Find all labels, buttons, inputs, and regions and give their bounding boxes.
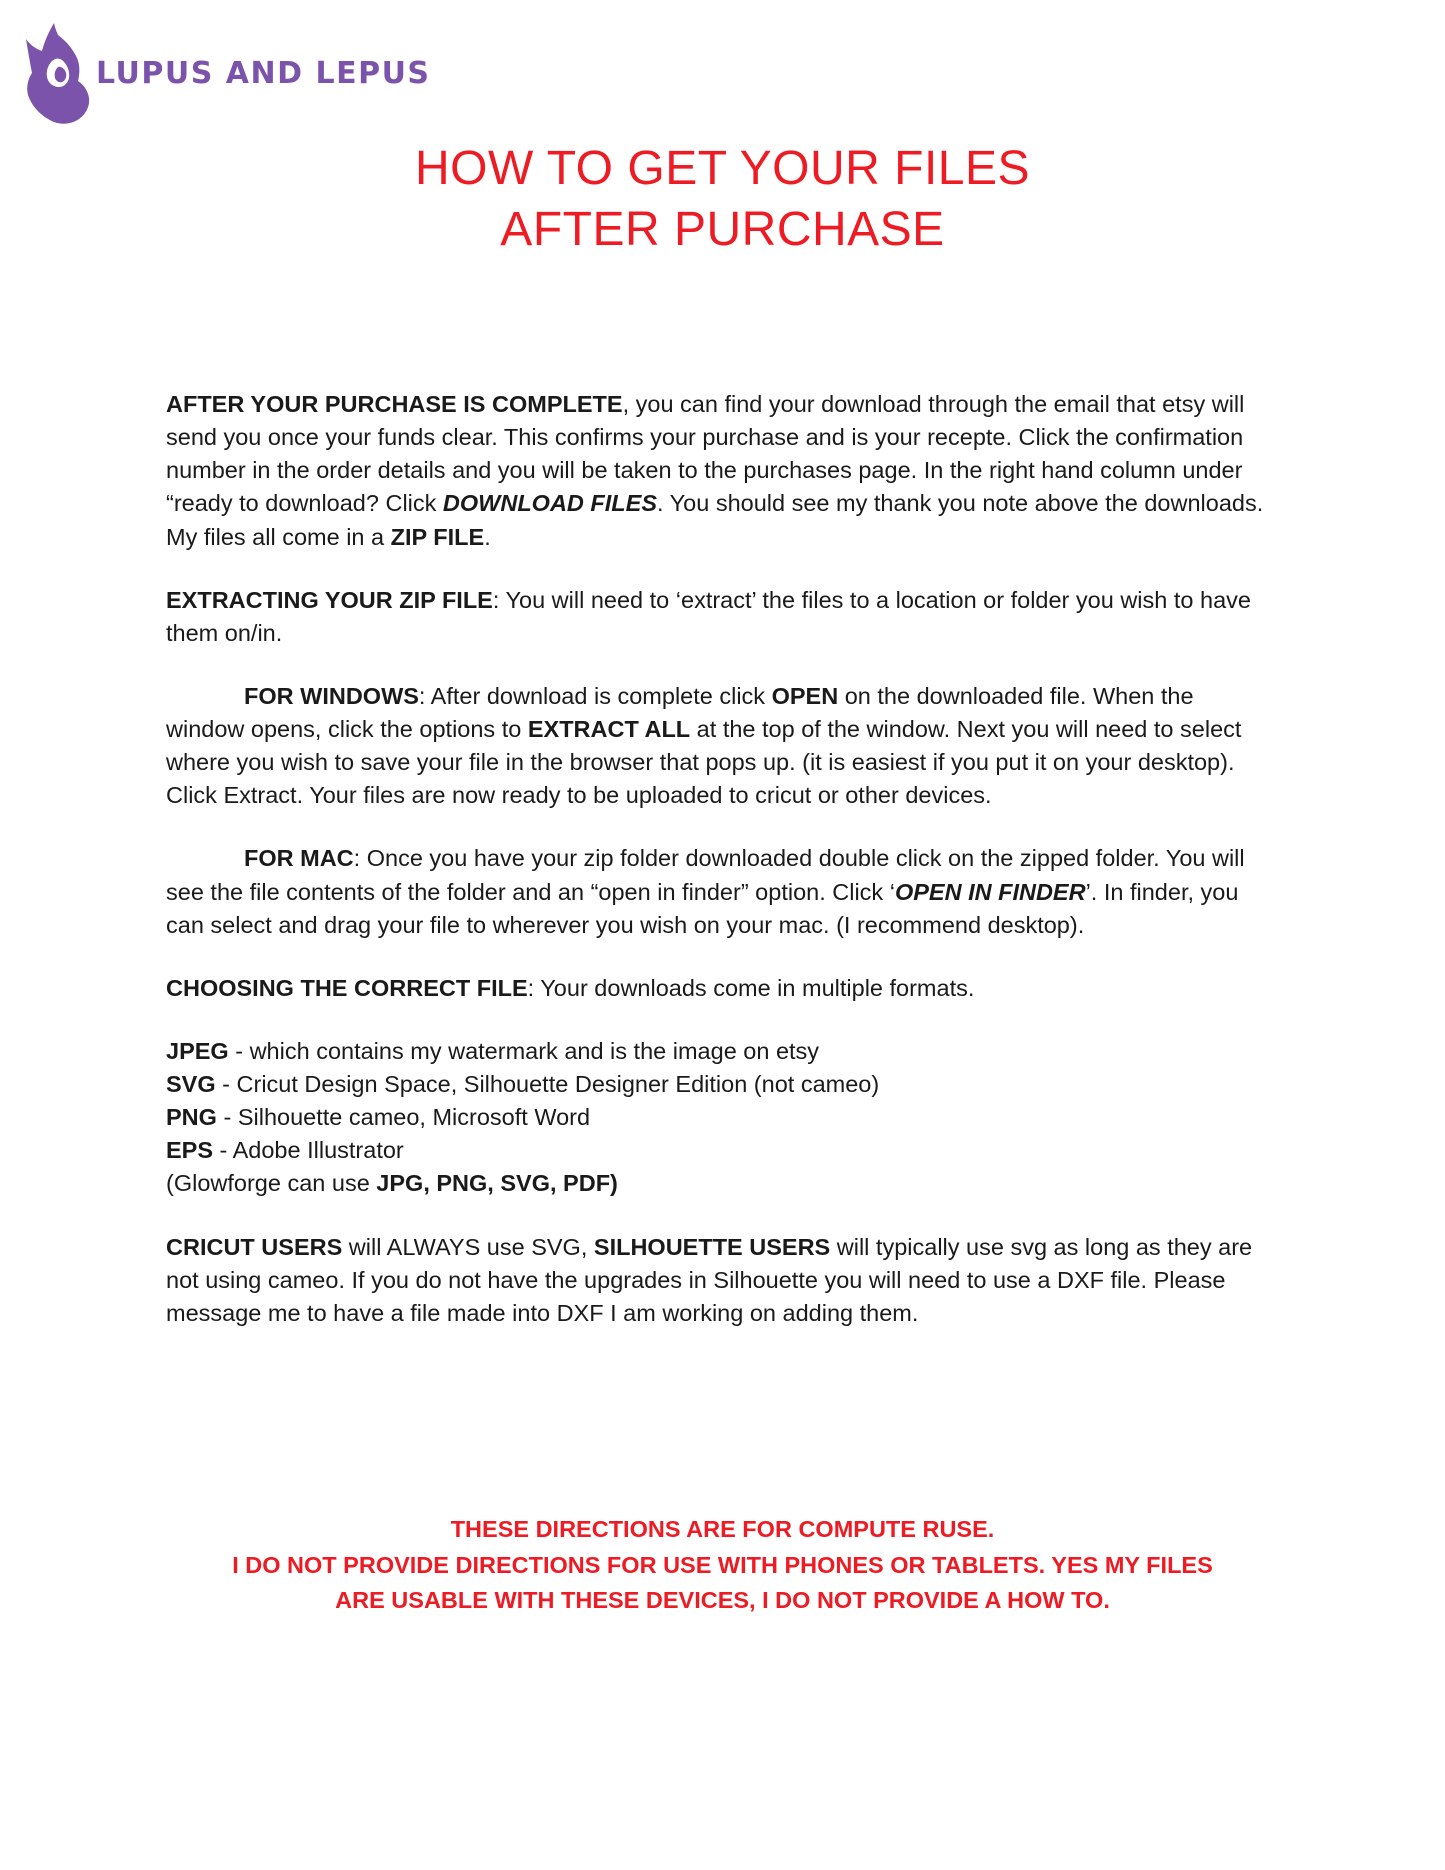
footer-line-3: ARE USABLE WITH THESE DEVICES, I DO NOT PROVIDE A HOW TO.	[335, 1587, 1110, 1614]
p5-text-1: : Your downloads come in multiple formats.	[527, 974, 975, 1001]
p6-text-2: will typically use svg as long as they are not using cameo. If you do not have the upgrades in Silhouette you will need to use a DXF file. Please message me to have a file made into DXF I am working on adding them.	[166, 1233, 1253, 1326]
document-body	[166, 388, 1271, 1360]
file-format-list	[166, 1035, 1271, 1201]
p3-emph-open: OPEN	[771, 682, 839, 709]
paragraph-purchase-complete	[166, 388, 1271, 554]
lead-choosing-file: CHOOSING THE CORRECT FILE	[166, 974, 528, 1001]
list-item	[166, 1068, 1271, 1101]
lead-for-windows: FOR WINDOWS	[244, 682, 419, 709]
format-desc: - which contains my watermark and is the image on etsy	[228, 1037, 820, 1064]
p4-text-1: : Once you have your zip folder downloaded double click on the zipped folder. You will see the file contents of the folder and an “open in finder” option. Click ‘	[166, 845, 1245, 905]
p4-text-2: ’. In finder, you can select and drag your file to wherever you wish on your mac. (I recommend desktop).	[166, 878, 1239, 938]
lead-extracting-zip: EXTRACTING YOUR ZIP FILE	[166, 586, 493, 613]
glowforge-note	[166, 1167, 1271, 1200]
footer-line-2: I DO NOT PROVIDE DIRECTIONS FOR USE WITH PHONES OR TABLETS. YES MY FILES	[232, 1551, 1213, 1578]
p1-text-3: .	[484, 523, 491, 550]
glowforge-pre: (Glowforge can use	[166, 1170, 377, 1197]
p6-text-1: will ALWAYS use SVG,	[342, 1233, 594, 1260]
p3-text-2: on the downloaded file. When the window opens, click the options to	[166, 682, 1194, 742]
format-desc: - Cricut Design Space, Silhouette Designer Edition (not cameo)	[215, 1071, 880, 1097]
brand-logo	[22, 18, 431, 128]
footer-line-1: THESE DIRECTIONS ARE FOR COMPUTE RUSE.	[450, 1516, 995, 1542]
lead-silhouette-users: SILHOUETTE USERS	[593, 1233, 831, 1260]
paragraph-for-windows	[166, 680, 1271, 813]
paragraph-cricut-silhouette	[166, 1231, 1271, 1330]
format-name: SVG	[166, 1071, 216, 1097]
p1-text-1: , you can find your download through the email that etsy will send you once your funds clear. This confirms your purchase and is your recepte. Click the confirmation number in the order details and you will be taken to the purchases page. In the right hand column under “ready to download? Click	[166, 391, 1245, 517]
paragraph-extracting-zip	[166, 584, 1271, 650]
list-item	[166, 1101, 1271, 1134]
format-desc: - Adobe Illustrator	[213, 1137, 404, 1164]
brand-name: LUPUS AND LEPUS	[96, 55, 431, 91]
list-item	[166, 1134, 1271, 1167]
p1-text-2: . You should see my thank you note above the downloads. My files all come in a	[166, 490, 1264, 550]
page-title-line-2: AFTER PURCHASE	[500, 203, 945, 257]
footer-warning	[0, 1512, 1445, 1619]
p3-text-1: : After download is complete click	[418, 682, 772, 709]
p3-emph-extract-all: EXTRACT ALL	[527, 716, 691, 742]
p1-emph-download-files: DOWNLOAD FILES	[442, 490, 658, 517]
lead-cricut-users: CRICUT USERS	[166, 1233, 343, 1260]
p1-emph-zip-file: ZIP FILE	[390, 523, 485, 550]
format-name: EPS	[166, 1137, 214, 1164]
lead-for-mac: FOR MAC	[244, 845, 354, 872]
format-name: PNG	[166, 1104, 217, 1131]
page-title	[0, 138, 1445, 261]
p3-text-3: at the top of the window. Next you will need to select where you wish to save your file in the browser that pops up. (it is easiest if you put it on your desktop). Click Extract. Your files are now ready to be uploaded to cricut or other devices.	[166, 716, 1242, 809]
glowforge-formats: JPG, PNG, SVG, PDF)	[376, 1170, 618, 1197]
lead-after-purchase: AFTER YOUR PURCHASE IS COMPLETE	[166, 391, 623, 417]
paragraph-choosing-file	[166, 972, 1271, 1005]
p4-emph-open-in-finder: OPEN IN FINDER	[894, 878, 1086, 905]
page-title-line-1: HOW TO GET YOUR FILES	[414, 142, 1031, 195]
wolf-head-icon	[22, 21, 104, 126]
format-name: JPEG	[166, 1037, 229, 1064]
format-desc: - Silhouette cameo, Microsoft Word	[216, 1104, 591, 1131]
list-item	[166, 1035, 1271, 1068]
p2-text-1: : You will need to ‘extract’ the files to a location or folder you wish to have them on/in.	[166, 586, 1251, 646]
paragraph-for-mac	[166, 842, 1271, 941]
